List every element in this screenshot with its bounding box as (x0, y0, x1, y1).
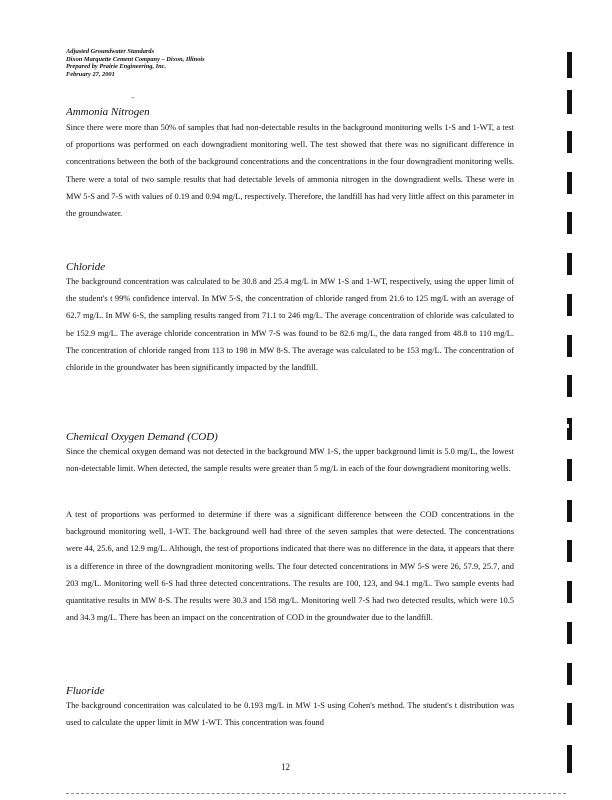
scan-edge-mark (567, 212, 572, 234)
scan-edge-mark (567, 335, 572, 357)
scan-edge-mark (567, 540, 572, 562)
scan-edge-mark (567, 459, 572, 481)
scan-edge-mark (567, 622, 572, 644)
scan-edge-mark (567, 131, 572, 153)
scan-edge-mark (567, 52, 572, 78)
scan-edge-mark (567, 581, 572, 603)
cod-paragraph-2: A test of proportions was performed to determine if there was a significant difference between the COD concentrations in the background monitoring well, 1-WT. The background well had three of the seven samples that were detected. The concentrations were 44, 25.6, and 12.9 mg/L. Although, the test of proportions indicated that there was no difference in the data, it appears that there is a difference in three of the downgradient monitoring wells. The four detected concentrations in MW 5-S were 26, 57.9, 25.7, and 203 mg/L. Monitoring well 6-S had three detected concentrations. The results are 100, 123, and 94.1 mg/L. Two sample events had quantitative results in MW 8-S. The results were 30.3 and 158 mg/L. Monitoring well 7-S had two detected results, which were 10.5 and 34.3 mg/L. There has been an impact on the concentration of COD in the groundwater due to the landfill. (66, 510, 514, 623)
scan-edge-mark (567, 500, 572, 522)
scan-edge-dot (566, 424, 569, 428)
scan-edge-mark (567, 663, 572, 685)
scan-edge-mark (567, 172, 572, 194)
bottom-edge-rule (66, 793, 566, 794)
header-title: Adjusted Groundwater Standards (66, 48, 155, 55)
ammonia-heading: Ammonia Nitrogen (66, 106, 150, 118)
scan-edge-mark (567, 745, 572, 773)
scan-edge-mark (567, 375, 572, 397)
scan-edge-mark (567, 294, 572, 316)
page-number: 12 (281, 762, 290, 772)
fluoride-paragraph: The background concentration was calculated to be 0.193 mg/L in MW 1-S using Cohen's method. The student's t distribution was used to calculate the upper limit in MW 1-WT. This concentration was found (66, 701, 514, 728)
chloride-paragraph: The background concentration was calculated to be 30.8 and 25.4 mg/L in MW 1-S and 1-WT, respectively, using the upper limit of the student's t 99% confidence interval. In MW 5-S, the concentration of chloride ranged from 21.6 to 125 mg/L with an average of 62.7 mg/L. In MW 6-S, the sampling results ranged from 71.1 to 246 mg/L. The average concentration of chloride was calculated to be 152.9 mg/L. The average chloride concentration in MW 7-S was found to be 82.6 mg/L, the data ranged from 48.8 to 110 mg/L. The concentration of chloride ranged from 113 to 198 in MW 8-S. The average was calculated to be 153 mg/L. The concentration of chloride in the groundwater has been significantly impacted by the landfill. (66, 277, 514, 373)
header-client: Dixon Marquette Cement Company – Dixon, Illinois (66, 55, 205, 63)
scan-edge-mark (567, 418, 572, 440)
fluoride-heading: Fluoride (66, 685, 105, 697)
header-date: February 27, 2001 (66, 70, 115, 78)
scan-edge-mark (567, 253, 572, 275)
scan-mark: " (131, 97, 134, 103)
ammonia-paragraph: Since there were more than 50% of samples that had non-detectable results in the background monitoring wells 1-S and 1-WT, a test of proportions was performed on each downgradient monitoring well. The test showed that there was no significant difference in concentrations between the both of the background concentrations and the concentrations in the four downgradient monitoring wells. There were a total of two sample results that had detectable levels of ammonia nitrogen in the downgradient wells. These were in MW 5-S and 7-S with values of 0.19 and 0.94 mg/L, respectively. Therefore, the landfill has had very little affect on this parameter in the groundwater. (66, 123, 514, 219)
header-preparer: Prepared by Prairie Engineering, Inc. (66, 63, 167, 71)
cod-heading: Chemical Oxygen Demand (COD) (66, 431, 218, 443)
scan-edge-mark (567, 703, 572, 725)
document-header (66, 48, 205, 78)
cod-paragraph-1: Since the chemical oxygen demand was not detected in the background MW 1-S, the upper background limit is 5.0 mg/L, the lowest non-detectable limit. When detected, the sample results were greater than 5 mg/L in each of the four downgradient monitoring wells. (66, 447, 514, 474)
scan-edge-mark (567, 90, 572, 114)
chloride-heading: Chloride (66, 261, 106, 273)
